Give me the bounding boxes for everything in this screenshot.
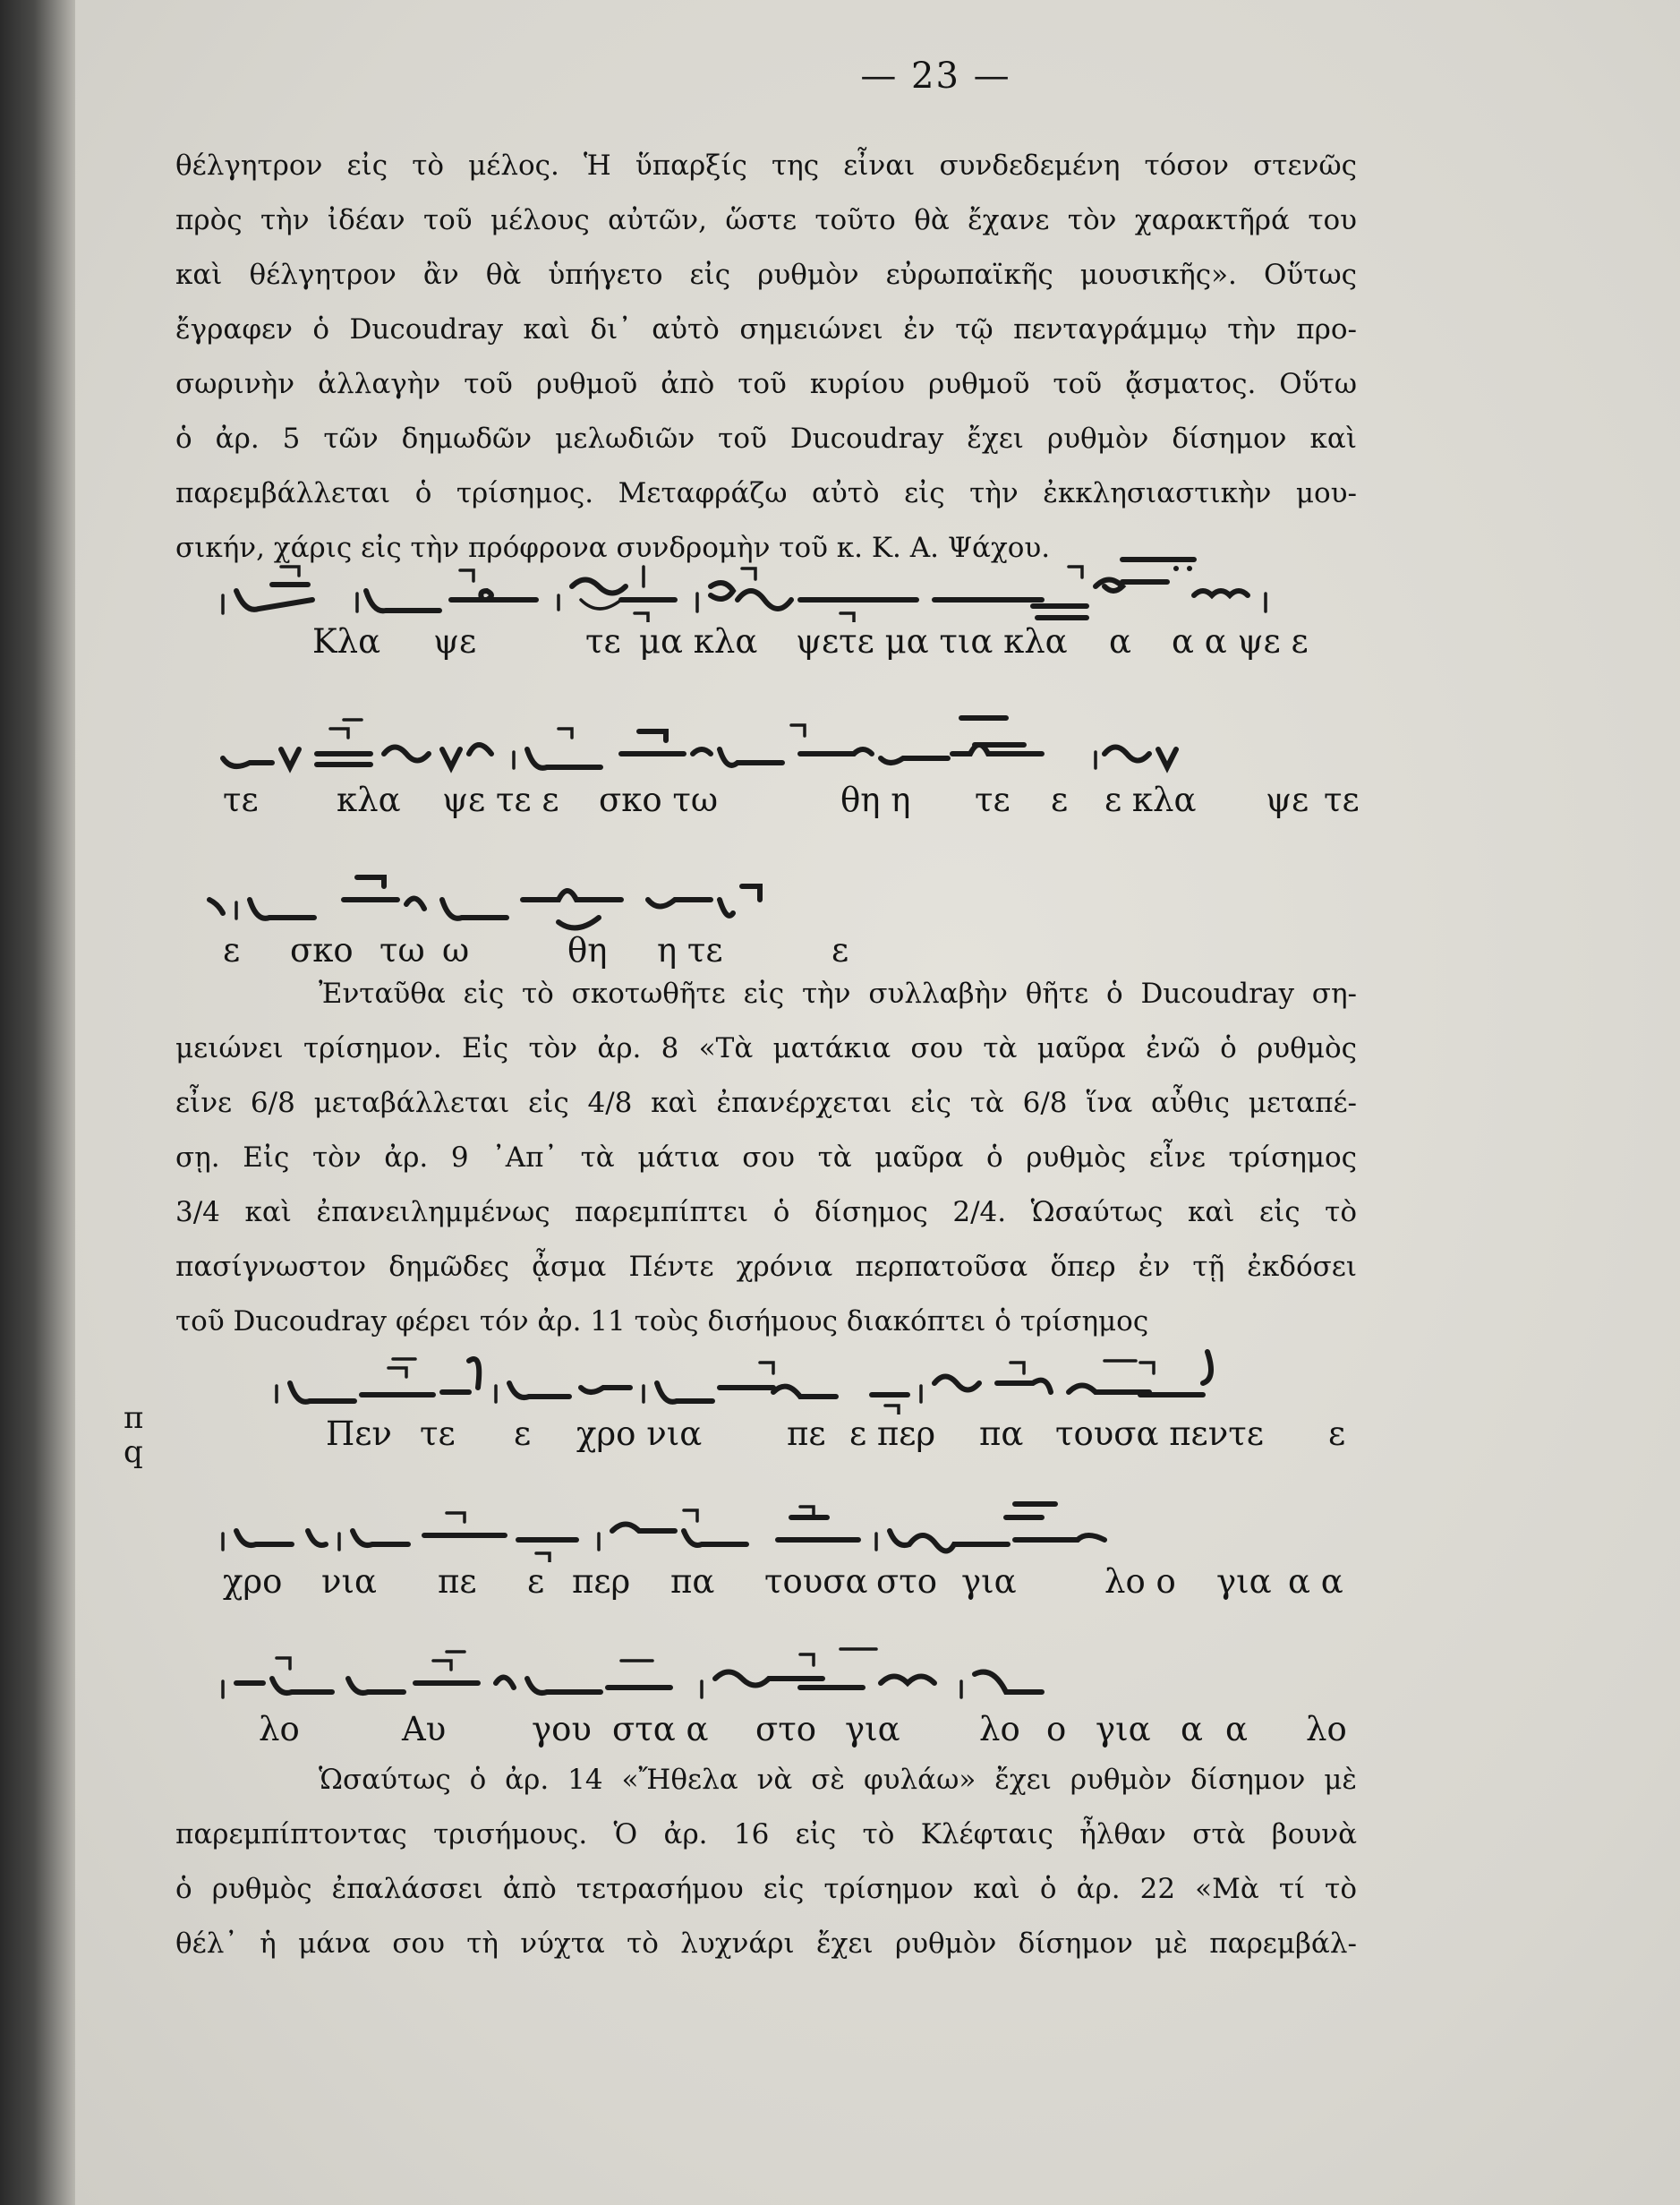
lyric-syllable: ε (527, 1562, 545, 1601)
text-line: σικήν, χάρις εἰς τὴν πρόφρονα συνδρομὴν τοῦ κ. Κ. Α. Ψάχου. (175, 532, 1051, 564)
lyrics-line-6 (174, 1710, 1364, 1753)
text-line: ἔγραφεν ὁ Ducoudray καὶ δι᾽ αὐτὸ σημειώνει ἐν τῷ πενταγράμμῳ τὴν προ- (175, 313, 1357, 346)
lyric-syllable: ο (1046, 1710, 1067, 1748)
text-line: Ὡσαύτως ὁ ἀρ. 14 «Ἤθελα νὰ σὲ φυλάω» ἔχει ρυθμὸν δίσημον μὲ (319, 1764, 1357, 1796)
text-line: εἶνε 6/8 μεταβάλλεται εἰς 4/8 καὶ ἐπανέρχεται εἰς τὰ 6/8 ἵνα αὖθις μεταπέ- (175, 1087, 1357, 1119)
lyric-syllable: α α (1288, 1562, 1343, 1601)
lyrics-line-2 (174, 781, 1364, 824)
lyric-syllable: στα α (612, 1710, 709, 1748)
text-line: καὶ θέλγητρον ἂν θὰ ὑπήγετο εἰς ρυθμὸν εὐρωπαϊκῆς μουσικῆς». Οὕτως (175, 259, 1357, 291)
byzantine-neumes-5 (174, 1491, 1364, 1562)
lyric-syllable: γου (532, 1710, 592, 1748)
lyric-syllable: Αυ (402, 1710, 447, 1748)
neume-staff-4 (174, 1343, 1364, 1457)
byzantine-neumes-1 (174, 551, 1364, 622)
text-line: θέλ᾽ ἡ μάνα σου τὴ νύχτα τὸ λυχνάρι ἔχει ρυθμὸν δίσημον μὲ παρεμβάλ- (175, 1927, 1357, 1960)
text-line: παρεμπίπτοντας τρισήμους. Ὁ ἀρ. 16 εἰς τὸ Κλέφταις ἦλθαν στὰ βουνὰ (175, 1818, 1357, 1850)
lyric-syllable: νια (321, 1562, 377, 1601)
lyric-syllable: πα (979, 1414, 1024, 1453)
lyric-syllable: τουσα πεντε (1055, 1414, 1264, 1453)
byzantine-neumes-3 (174, 859, 890, 931)
lyric-syllable: λο (259, 1710, 300, 1748)
lyric-syllable: ψε (433, 622, 477, 661)
text-line: Ἐνταῦθα εἰς τὸ σκοτωθῆτε εἰς τὴν συλλαβὴν θῆτε ὁ Ducoudray ση- (319, 978, 1357, 1010)
lyric-syllable: για (1096, 1710, 1151, 1748)
modal-signature: π q (124, 1400, 144, 1470)
text-line: πασίγνωστον δημῶδες ᾆσμα Πέντε χρόνια περπατοῦσα ὅπερ ἐν τῇ ἐκδόσει (175, 1251, 1357, 1283)
lyric-syllable: ε (831, 931, 849, 970)
lyric-syllable: πε (438, 1562, 477, 1601)
lyric-syllable: α (1225, 1710, 1248, 1748)
lyric-syllable: ε κλα (1104, 781, 1197, 819)
lyrics-line-1 (174, 622, 1364, 665)
neume-staff-6 (174, 1638, 1364, 1753)
lyric-syllable: ε (223, 931, 241, 970)
text-line: σωρινὴν ἀλλαγὴν τοῦ ρυθμοῦ ἀπὸ τοῦ κυρίου ρυθμοῦ τοῦ ᾄσματος. Οὕτω (175, 368, 1357, 400)
lyric-syllable: Πεν (326, 1414, 392, 1453)
paragraph-examples (175, 1753, 1357, 1971)
book-page (75, 0, 1680, 2205)
lyric-syllable: για (1216, 1562, 1272, 1601)
lyric-syllable: περ (572, 1562, 631, 1601)
text-line: 3/4 καὶ ἐπανειλημμένως παρεμπίπτει ὁ δίσημος 2/4. Ὡσαύτως καὶ εἰς τὸ (175, 1196, 1357, 1228)
neume-staff-2 (174, 709, 1364, 824)
lyric-syllable: τε (223, 781, 259, 819)
lyric-syllable: πε (787, 1414, 826, 1453)
lyric-syllable: θη η (840, 781, 911, 819)
text-line: θέλγητρον εἰς τὸ μέλος. Ἡ ὕπαρξίς της εἶναι συνδεδεμένη τόσον στενῶς (175, 150, 1357, 182)
lyric-syllable: πα (670, 1562, 715, 1601)
lyric-syllable: λο (979, 1710, 1020, 1748)
byzantine-neumes-6 (174, 1638, 1364, 1710)
lyric-syllable: στο (876, 1562, 938, 1601)
lyric-syllable: ε (1051, 781, 1069, 819)
lyric-syllable: χρο (223, 1562, 283, 1601)
paragraph-intro (175, 139, 1357, 576)
book-binding-edge (0, 0, 75, 2205)
lyric-syllable: τε (585, 622, 621, 661)
lyric-syllable: για (961, 1562, 1017, 1601)
lyric-syllable: λο (1306, 1710, 1347, 1748)
neume-staff-1 (174, 551, 1364, 665)
lyrics-line-5 (174, 1562, 1364, 1605)
paragraph-rhythm (175, 967, 1357, 1349)
lyric-syllable: Κλα (312, 622, 381, 661)
lyric-syllable: τω (379, 931, 425, 970)
lyric-syllable: ψε (1266, 781, 1309, 819)
neume-staff-3 (174, 859, 1364, 974)
text-line: τοῦ Ducoudray φέρει τόν ἀρ. 11 τοὺς δισήμους διακόπτει ὁ τρίσημος (175, 1305, 1149, 1338)
lyric-syllable: τε (975, 781, 1011, 819)
lyric-syllable: ψετε μα τια κλα (796, 622, 1068, 661)
lyric-syllable: μα κλα (639, 622, 758, 661)
lyric-syllable: κλα (337, 781, 401, 819)
lyric-syllable: ε (1328, 1414, 1346, 1453)
lyric-syllable: για (845, 1710, 900, 1748)
lyric-syllable: α α ψε ε (1172, 622, 1309, 661)
text-line: σῃ. Εἰς τὸν ἀρ. 9 ᾽Απ᾽ τὰ μάτια σου τὰ μαῦρα ὁ ρυθμὸς εἶνε τρίσημος (175, 1141, 1357, 1174)
lyric-syllable: α (1109, 622, 1131, 661)
lyric-syllable: α (1181, 1710, 1203, 1748)
lyric-syllable: στο (755, 1710, 817, 1748)
lyric-syllable: χρο νια (576, 1414, 703, 1453)
lyric-syllable: τε (1324, 781, 1360, 819)
lyrics-line-4 (174, 1414, 1364, 1457)
lyric-syllable: η τε (657, 931, 723, 970)
lyric-syllable: ω (442, 931, 470, 970)
lyric-syllable: τε (420, 1414, 456, 1453)
lyric-syllable: θη (567, 931, 608, 970)
text-line: ὁ ρυθμὸς ἐπαλάσσει ἀπὸ τετρασήμου εἰς τρίσημον καὶ ὁ ἀρ. 22 «Μὰ τί τὸ (175, 1873, 1357, 1905)
text-line: ὁ ἀρ. 5 τῶν δημωδῶν μελωδιῶν τοῦ Ducoudray ἔχει ρυθμὸν δίσημον καὶ (175, 423, 1357, 455)
text-line: παρεμβάλλεται ὁ τρίσημος. Μεταφράζω αὐτὸ εἰς τὴν ἐκκλησιαστικὴν μου- (175, 477, 1357, 509)
lyric-syllable: ε περ (849, 1414, 936, 1453)
lyric-syllable: τουσα (764, 1562, 868, 1601)
lyric-syllable: σκο (290, 931, 354, 970)
byzantine-neumes-2 (174, 709, 1364, 781)
lyric-syllable: ψε τε ε (442, 781, 559, 819)
page-number: — 23 — (860, 56, 1011, 97)
text-line: μειώνει τρίσημον. Εἰς τὸν ἀρ. 8 «Τὰ ματάκια σου τὰ μαῦρα ἐνῶ ὁ ρυθμὸς (175, 1032, 1357, 1064)
lyric-syllable: σκο τω (599, 781, 719, 819)
text-line: πρὸς τὴν ἰδέαν τοῦ μέλους αὐτῶν, ὥστε τοῦτο θὰ ἔχανε τὸν χαρακτῆρά του (175, 204, 1357, 236)
lyric-syllable: λο ο (1104, 1562, 1176, 1601)
lyric-syllable: ε (514, 1414, 532, 1453)
byzantine-neumes-4 (174, 1343, 1364, 1414)
neume-staff-5 (174, 1491, 1364, 1605)
